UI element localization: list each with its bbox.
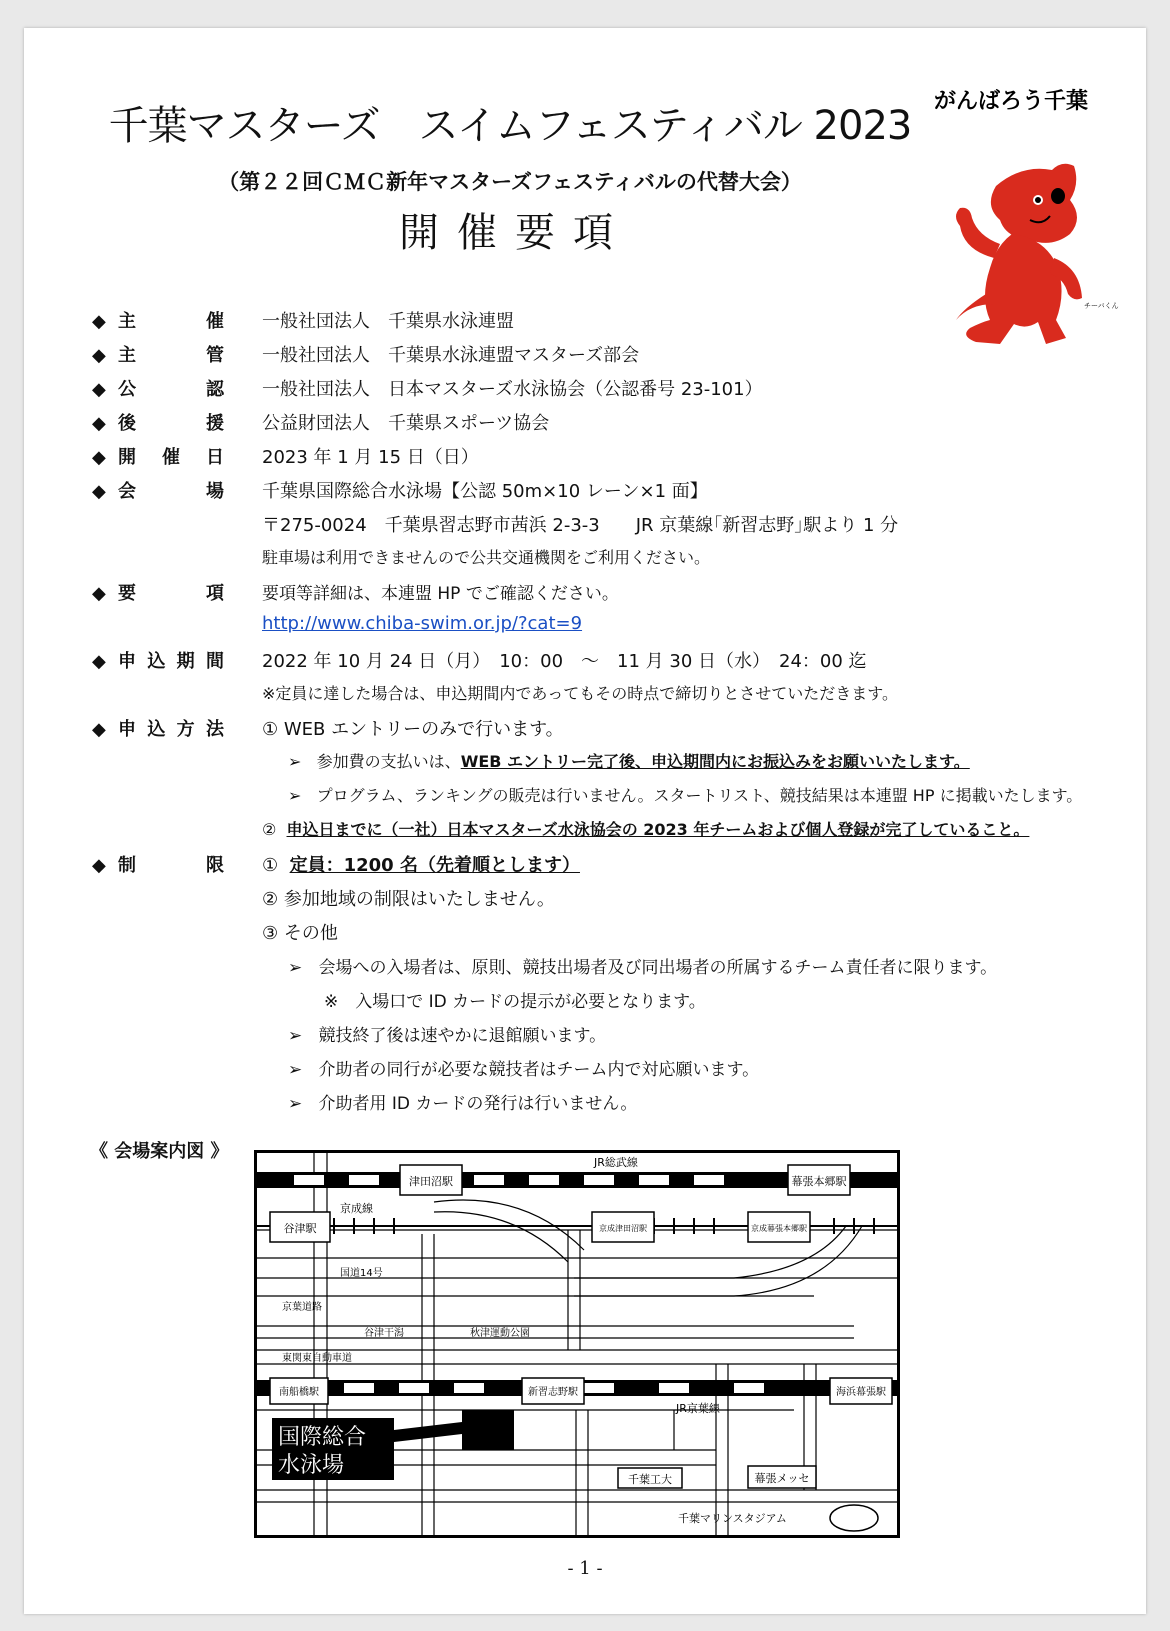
limit-line-2: ② 参加地域の制限はいたしません。 [262,889,555,910]
venue-building-icon [462,1410,514,1450]
label-venue: ◆ 会場 [92,481,224,502]
map-shinnarashino-station: 新習志野駅 [528,1387,578,1398]
limit-sub-2: ➢ 競技終了後は速やかに退館願います。 [288,1026,607,1046]
label-guide: ◆ 要項 [92,583,224,604]
map-venue-label-1: 国際総合 [278,1425,367,1450]
federation-url-link[interactable]: http://www.chiba-swim.or.jp/?cat=9 [262,613,583,634]
limit-sub-4: ➢ 介助者用 ID カードの発行は行いません。 [288,1094,638,1114]
arrow-bullet-icon: ➢ [288,958,303,978]
page-number: - 1 - [567,1558,603,1579]
venue-parking-note: 駐車場は利用できませんので公共交通機関をご利用ください。 [262,548,711,567]
map-minamifunabashi-station: 南船橋駅 [279,1387,319,1398]
arrow-bullet-icon: ➢ [288,786,302,805]
mascot-slogan: がんばろう千葉 [934,89,1089,114]
arrow-bullet-icon: ➢ [288,1026,303,1046]
map-yatsu-station: 谷津駅 [283,1222,317,1235]
map-keisei-makuharihongo-station: 京成幕張本郷駅 [751,1224,807,1233]
period-note: ※定員に達した場合は、申込期間内であってもその時点で締切りとさせていただきます。 [262,684,898,703]
map-keisei-line: 京成線 [340,1202,373,1215]
map-yatsu-higata: 谷津干潟 [364,1328,404,1339]
venue-access-map [254,1150,900,1538]
map-keisei-tsudanuma-station: 京成津田沼駅 [599,1224,647,1233]
stadium-icon [830,1505,878,1531]
chiba-kun-mascot [934,89,1134,356]
arrow-bullet-icon: ➢ [288,1060,303,1080]
map-makuhari-messe: 幕張メッセ [754,1472,810,1485]
map-tsudanuma-station: 津田沼駅 [409,1175,453,1188]
label-support: ◆ 後援 [92,413,224,434]
venue-address: 〒275-0024 千葉県習志野市茜浜 2-3-3 JR 京葉線｢新習志野｣駅より 1 分 [262,515,899,536]
label-method: ◆ 申込方法 [92,719,224,740]
map-title: 《 会場案内図 》 [90,1141,229,1162]
map-keiyo-road: 京葉道路 [282,1302,322,1313]
value-manager: 一般社団法人 千葉県水泳連盟マスターズ部会 [262,345,640,366]
label-organizer: ◆ 主催 [92,311,224,332]
label-period: ◆ 申込期間 [92,651,224,672]
label-manager: ◆ 主管 [92,345,224,366]
period-dates: 2022 年 10 月 24 日（月） 10：00 ～ 11 月 30 日（水） 24：00 迄 [262,651,867,672]
map-higashikanto-expressway: 東関東自動車道 [282,1353,352,1364]
value-date: 2023 年 1 月 15 日（日） [262,447,479,468]
limit-sub-1: ➢ 会場への入場者は、原則、競技出場者及び同出場者の所属するチーム責任者に限ります。 [288,958,998,978]
map-akitsu-park: 秋津運動公園 [470,1328,530,1339]
arrow-bullet-icon: ➢ [288,1094,303,1114]
label-limit: ◆ 制限 [92,855,224,876]
map-kaihinmakuhari-station: 海浜幕張駅 [836,1387,886,1398]
map-marine-stadium: 千葉マリンスタジアム [678,1512,787,1525]
limit-line-1: ① 定員：1200 名（先着順とします） [262,855,580,876]
label-sanction: ◆ 公認 [92,379,224,400]
limit-sub-1-note: ※ 入場口で ID カードの提示が必要となります。 [324,992,706,1012]
value-sanction: 一般社団法人 日本マスターズ水泳協会（公認番号 23-101） [262,379,763,400]
method-line-1: ① WEB エントリーのみで行います。 [262,719,564,740]
map-route14: 国道14号 [340,1268,383,1279]
map-chiba-tech: 千葉工大 [628,1473,672,1486]
event-subtitle: （第２２回ＣＭＣ新年マスターズフェスティバルの代替大会） [218,170,802,194]
event-title: 千葉マスターズ スイムフェスティバル 2023 [108,103,912,149]
guide-line: 要項等詳細は、本連盟 HP でご確認ください。 [262,584,619,604]
map-venue-label-2: 水泳場 [278,1453,345,1478]
arrow-bullet-icon: ➢ [288,752,302,771]
document-page [24,28,1146,1614]
limit-line-3: ③ その他 [262,923,338,944]
map-jr-keiyo-line: JR京葉線 [676,1402,720,1415]
map-jr-sobu-line: JR総武線 [594,1156,638,1169]
limit-sub-3: ➢ 介助者の同行が必要な競技者はチーム内で対応願います。 [288,1060,760,1080]
map-makuharihongo-station: 幕張本郷駅 [791,1175,847,1188]
venue-line-1: 千葉県国際総合水泳場【公認 50m×10 レーン×1 面】 [262,481,708,502]
value-organizer: 一般社団法人 千葉県水泳連盟 [262,311,514,332]
label-date: ◆ 開催日 [92,447,224,468]
method-sub-2: ➢ プログラム、ランキングの販売は行いません。スタートリスト、競技結果は本連盟 HP に掲載いたします。 [288,786,1083,805]
method-sub-1: ➢ 参加費の支払いは、WEB エントリー完了後、申込期間内にお振込みをお願いいたします。 [288,752,970,771]
mascot-name: チーバくん [1084,302,1119,310]
method-line-2: ② 申込日までに（一社）日本マスターズ水泳協会の 2023 年チームおよび個人登録が完了していること。 [262,820,1030,839]
document-heading: 開催要項 [399,210,631,256]
value-support: 公益財団法人 千葉県スポーツ協会 [262,413,550,434]
